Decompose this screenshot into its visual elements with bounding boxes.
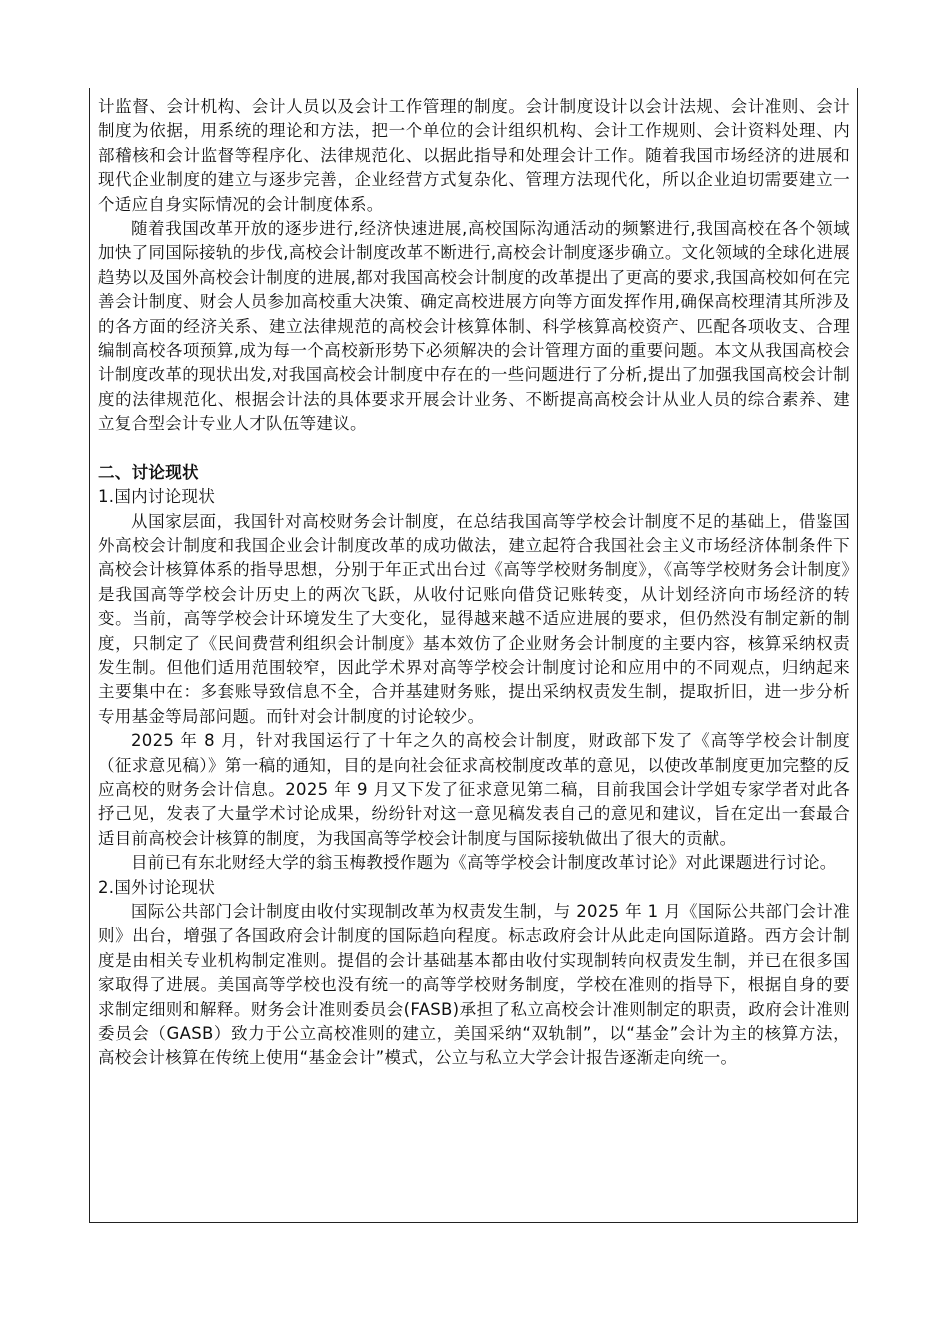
document-body — [98, 95, 850, 1071]
paragraph-reform-background: 随着我国改革开放的逐步进行,经济快速进展,高校国际沟通活动的频繁进行,我国高校在各个领域加快了同国际接轨的步伐,高校会计制度改革不断进行,高校会计制度逐步确立。文化领域的全球化进展趋势以及国外高校会计制度的进展,都对我国高校会计制度的改革提出了更高的要求,我国高校如何在完善会计制度、财会人员参加高校重大决策、确定高校进展方向等方面发挥作用,确保高校理清其所涉及的各方面的经济关系、建立法律规范的高校会计核算体制、科学核算高校资产、匹配各项收支、合理编制高校各项预算,成为每一个高校新形势下必须解决的会计管理方面的重要问题。本文从我国高校会计制度改革的现状出发,对我国高校会计制度中存在的一些问题进行了分析,提出了加强我国高校会计制度的法律规范化、根据会计法的具体要求开展会计业务、不断提高高校会计从业人员的综合素养、建立复合型会计专业人才队伍等建议。 — [98, 219, 850, 434]
paragraph-domestic-national-level: 从国家层面，我国针对高校财务会计制度，在总结我国高等学校会计制度不足的基础上，借鉴国外高校会计制度和我国企业会计制度改革的成功做法，建立起符合我国社会主义市场经济体制条件下高校会计核算体系的指导思想，分别于年正式出台过《高等学校财务制度》，《高等学校财务会计制度》是我国高等学校会计历史上的两次飞跃，从收付记账向借贷记账转变，从计划经济向市场经济的转变。当前，高等学校会计环境发生了大变化，显得越来越不适应进展的要求，但仍然没有制定新的制度，只制定了《民间费营利组织会计制度》基本效仿了企业财务会计制度的主要内容，核算采纳权责发生制。但他们适用范围较窄，因此学术界对高等学校会计制度讨论和应用中的不同观点，归纳起来主要集中在：多套账导致信息不全，合并基建财务账，提出采纳权责发生制，提取折旧，进一步分析专用基金等局部问题。而针对会计制度的讨论较少。 — [98, 511, 850, 726]
paragraph-foreign-research: 国际公共部门会计制度由收付实现制改革为权责发生制，与 2025 年 1 月《国际公共部门会计准则》出台，增强了各国政府会计制度的国际趋向程度。标志政府会计从此走向国际道路。西方会计制度是由相关专业机构制定准则。提倡的会计基础基本都由收付实现制转向权责发生制，并已在很多国家取得了进展。美国高等学校也没有统一的高等学校财务制度，学校在准则的指导下，根据自身的要求制定细则和解释。财务会计准则委员会(FASB)承担了私立高校会计准则制定的职责，政府会计准则委员会（GASB）致力于公立高校准则的建立，美国采纳“双轨制”，以“基金”会计为主的核算方法，高校会计核算在传统上使用“基金会计”模式，公立与私立大学会计报告逐渐走向统一。 — [98, 902, 850, 1068]
subheading-domestic-research: 1.国内讨论现状 — [98, 487, 216, 507]
paragraph-gap — [98, 437, 850, 461]
paragraph-domestic-scholar: 目前已有东北财经大学的翁玉梅教授作题为《高等学校会计制度改革讨论》对此课题进行讨论。 — [131, 853, 837, 873]
paragraph-accounting-system-definition: 计监督、会计机构、会计人员以及会计工作管理的制度。会计制度设计以会计法规、会计准则、会计制度为依据，用系统的理论和方法，把一个单位的会计组织机构、会计工作规则、会计资料处理、内部稽核和会计监督等程序化、法律规范化、以据此指导和处理会计工作。随着我国市场经济的进展和现代企业制度的建立与逐步完善，企业经营方式复杂化、管理方法现代化，所以企业迫切需要建立一个适应自身实际情况的会计制度体系。 — [98, 97, 850, 214]
section-heading-research-status: 二、讨论现状 — [98, 462, 199, 482]
subheading-foreign-research: 2.国外讨论现状 — [98, 877, 216, 897]
paragraph-domestic-2025-draft: 2025 年 8 月，针对我国运行了十年之久的高校会计制度，财政部下发了《高等学校会计制度（征求意见稿）》第一稿的通知，目的是向社会征求高校制度改革的意见，以使改革制度更加完整的反应高校的财务会计信息。2025 年 9 月又下发了征求意见第二稿，目前我国会计学姐专家学者对此各抒己见，发表了大量学术讨论成果，纷纷针对这一意见稿发表自己的意见和建议，旨在定出一套最合适目前高校会计核算的制度，为我国高等学校会计制度与国际接轨做出了很大的贡献。 — [98, 731, 850, 848]
